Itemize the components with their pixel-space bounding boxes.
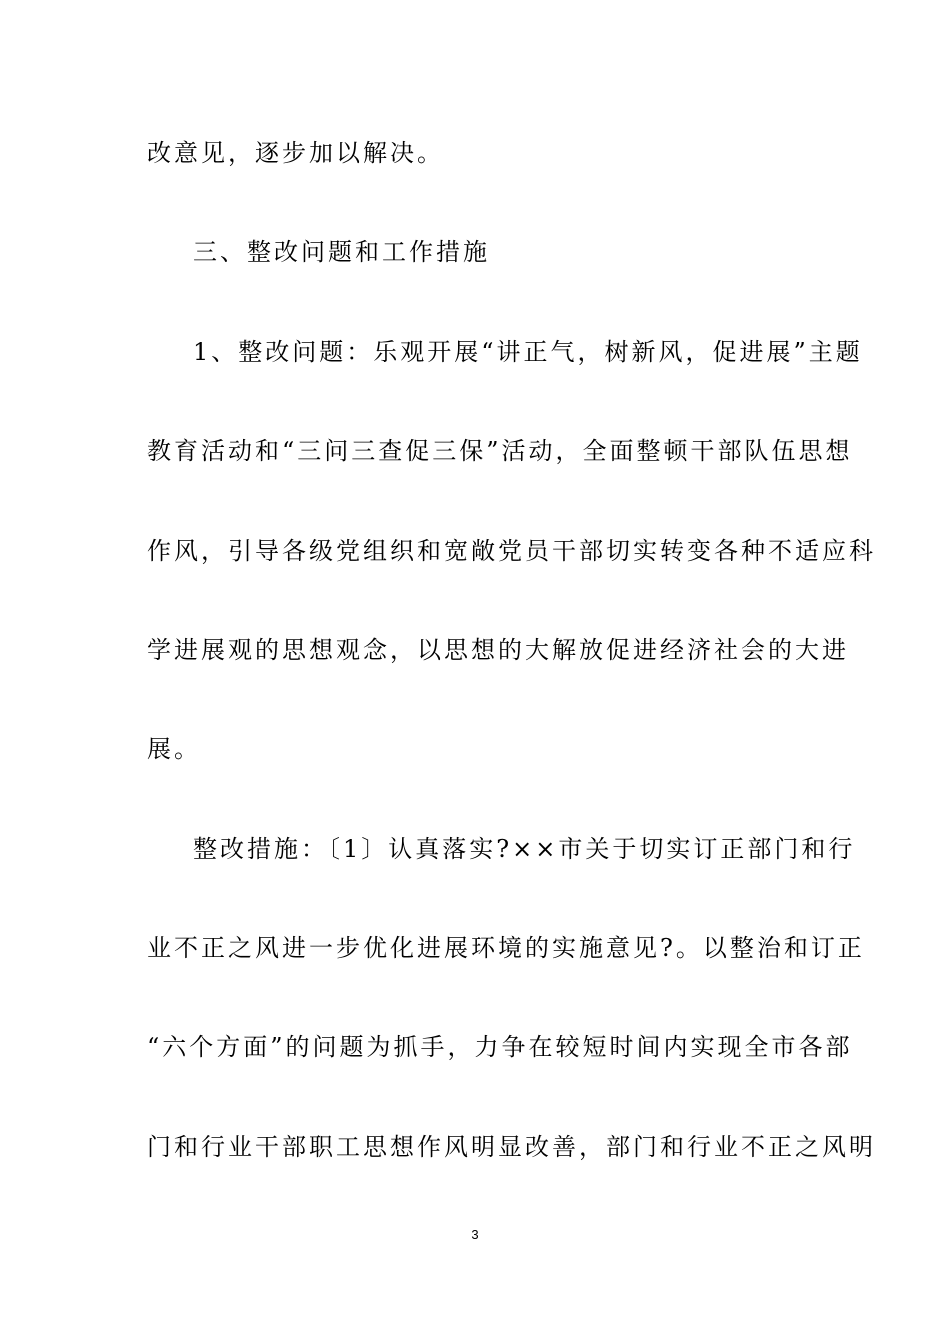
text-line-9: 业不正之风进一步优化进展环境的实施意见?。以整治和订正 xyxy=(147,934,865,962)
text-line-5: 作风，引导各级党组织和宽敞党员干部切实转变各种不适应科 xyxy=(147,537,876,565)
text-line-1: 改意见，逐步加以解决。 xyxy=(147,139,444,167)
text-line-11: 门和行业干部职工思想作风明显改善，部门和行业不正之风明 xyxy=(147,1133,876,1161)
page-number: 3 xyxy=(471,1227,479,1242)
text-line-4: 教育活动和“三问三查促三保”活动，全面整顿干部队伍思想 xyxy=(147,437,853,465)
text-line-6: 学进展观的思想观念，以思想的大解放促进经济社会的大进 xyxy=(147,636,849,664)
text-line-7: 展。 xyxy=(147,735,201,763)
text-line-8: 整改措施：〔1〕认真落实?××市关于切实订正部门和行 xyxy=(193,835,856,863)
text-line-3: 1、整改问题：乐观开展“讲正气，树新风，促进展”主题 xyxy=(193,338,863,366)
text-line-10: “六个方面”的问题为抓手，力争在较短时间内实现全市各部 xyxy=(147,1033,853,1061)
section-heading: 三、整改问题和工作措施 xyxy=(193,238,490,266)
